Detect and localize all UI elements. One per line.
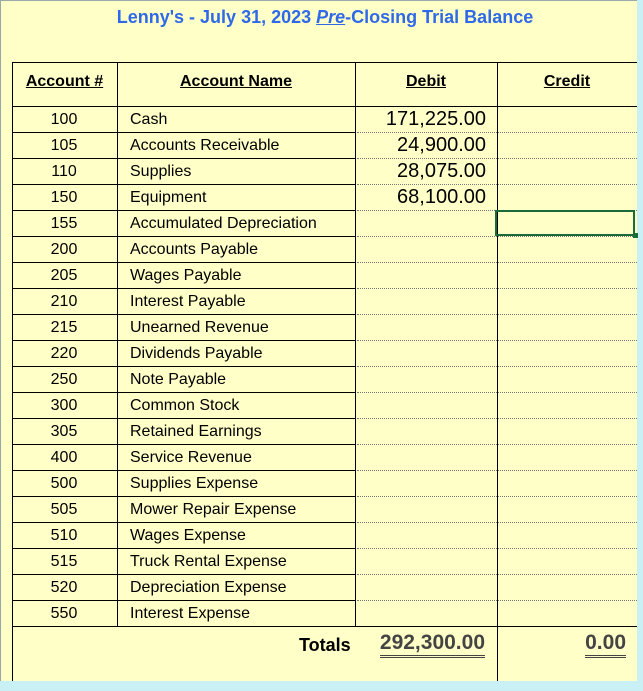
account-name[interactable]: Common Stock	[130, 397, 240, 414]
account-name[interactable]: Service Revenue	[130, 449, 252, 466]
account-name[interactable]: Unearned Revenue	[130, 319, 269, 336]
account-name[interactable]: Supplies Expense	[130, 475, 259, 492]
account-number[interactable]: 250	[50, 371, 78, 388]
account-name[interactable]: Mower Repair Expense	[130, 501, 297, 518]
total-credit	[486, 631, 626, 655]
account-number[interactable]: 205	[50, 267, 78, 284]
account-name[interactable]: Interest Payable	[130, 293, 246, 310]
account-number[interactable]: 155	[50, 215, 78, 232]
selected-cell[interactable]	[495, 210, 635, 236]
account-number[interactable]: 210	[50, 293, 78, 310]
debit-cell[interactable]: 68,100.00	[397, 186, 486, 208]
total-debit-value: 292,300.00	[380, 631, 485, 658]
table-row	[12, 444, 637, 470]
account-name[interactable]: Accumulated Depreciation	[130, 215, 317, 232]
table-row	[12, 106, 637, 132]
totals-label: Totals	[299, 635, 351, 655]
debit-cell[interactable]: 28,075.00	[397, 160, 486, 182]
account-number[interactable]: 300	[50, 397, 78, 414]
account-name[interactable]: Accounts Receivable	[130, 137, 280, 154]
account-name[interactable]: Truck Rental Expense	[130, 553, 287, 570]
account-name[interactable]: Note Payable	[130, 371, 227, 388]
table-row	[12, 236, 637, 262]
account-name[interactable]: Depreciation Expense	[130, 579, 287, 596]
account-number[interactable]: 400	[50, 449, 78, 466]
account-name[interactable]: Cash	[130, 111, 168, 128]
account-name[interactable]: Dividends Payable	[130, 345, 263, 362]
table-row	[12, 132, 637, 158]
table-row	[12, 314, 637, 340]
account-number[interactable]: 305	[50, 423, 78, 440]
title-prefix: Lenny's - July 31, 2023	[116, 7, 317, 27]
header-credit: Credit	[543, 73, 591, 90]
account-number[interactable]: 100	[50, 111, 78, 128]
account-number[interactable]: 105	[50, 137, 78, 154]
title-suffix: -Closing Trial Balance	[345, 7, 534, 27]
table-row	[12, 392, 637, 418]
account-name[interactable]: Retained Earnings	[130, 423, 262, 440]
table-row	[12, 548, 637, 574]
account-number[interactable]: 150	[50, 189, 78, 206]
body-bottom-border	[12, 626, 637, 627]
table-row	[12, 470, 637, 496]
table-row	[12, 574, 637, 600]
table-row	[12, 340, 637, 366]
table-row	[12, 366, 637, 392]
account-number[interactable]: 510	[50, 527, 78, 544]
account-number[interactable]: 550	[50, 605, 78, 622]
total-credit-value: 0.00	[585, 631, 626, 658]
table-row	[12, 522, 637, 548]
table-row	[12, 600, 637, 626]
table-row	[12, 184, 637, 210]
header-account-name: Account Name	[179, 73, 293, 90]
title-pre: Pre	[316, 7, 346, 27]
table-row	[12, 288, 637, 314]
account-name[interactable]: Wages Expense	[130, 527, 246, 544]
account-number[interactable]: 505	[50, 501, 78, 518]
account-name[interactable]: Equipment	[130, 189, 207, 206]
header-debit: Debit	[406, 73, 446, 90]
table-row	[12, 262, 637, 288]
account-number[interactable]: 215	[50, 319, 78, 336]
fill-handle[interactable]	[633, 233, 638, 238]
page-title	[1, 7, 643, 28]
debit-cell[interactable]: 171,225.00	[385, 108, 486, 130]
total-debit	[345, 631, 485, 655]
account-number[interactable]: 220	[50, 345, 78, 362]
table-row	[12, 158, 637, 184]
account-number[interactable]: 520	[50, 579, 78, 596]
account-number[interactable]: 500	[50, 475, 78, 492]
header-account-number: Account #	[25, 73, 104, 90]
table-top-border	[12, 62, 637, 63]
table-row	[12, 496, 637, 522]
account-name[interactable]: Wages Payable	[130, 267, 242, 284]
table-row	[12, 418, 637, 444]
account-name[interactable]: Interest Expense	[130, 605, 251, 622]
account-number[interactable]: 110	[51, 163, 77, 180]
account-name[interactable]: Accounts Payable	[130, 241, 259, 258]
account-number[interactable]: 515	[50, 553, 78, 570]
debit-cell[interactable]: 24,900.00	[397, 134, 486, 156]
account-number[interactable]: 200	[50, 241, 78, 258]
account-name[interactable]: Supplies	[130, 163, 192, 180]
